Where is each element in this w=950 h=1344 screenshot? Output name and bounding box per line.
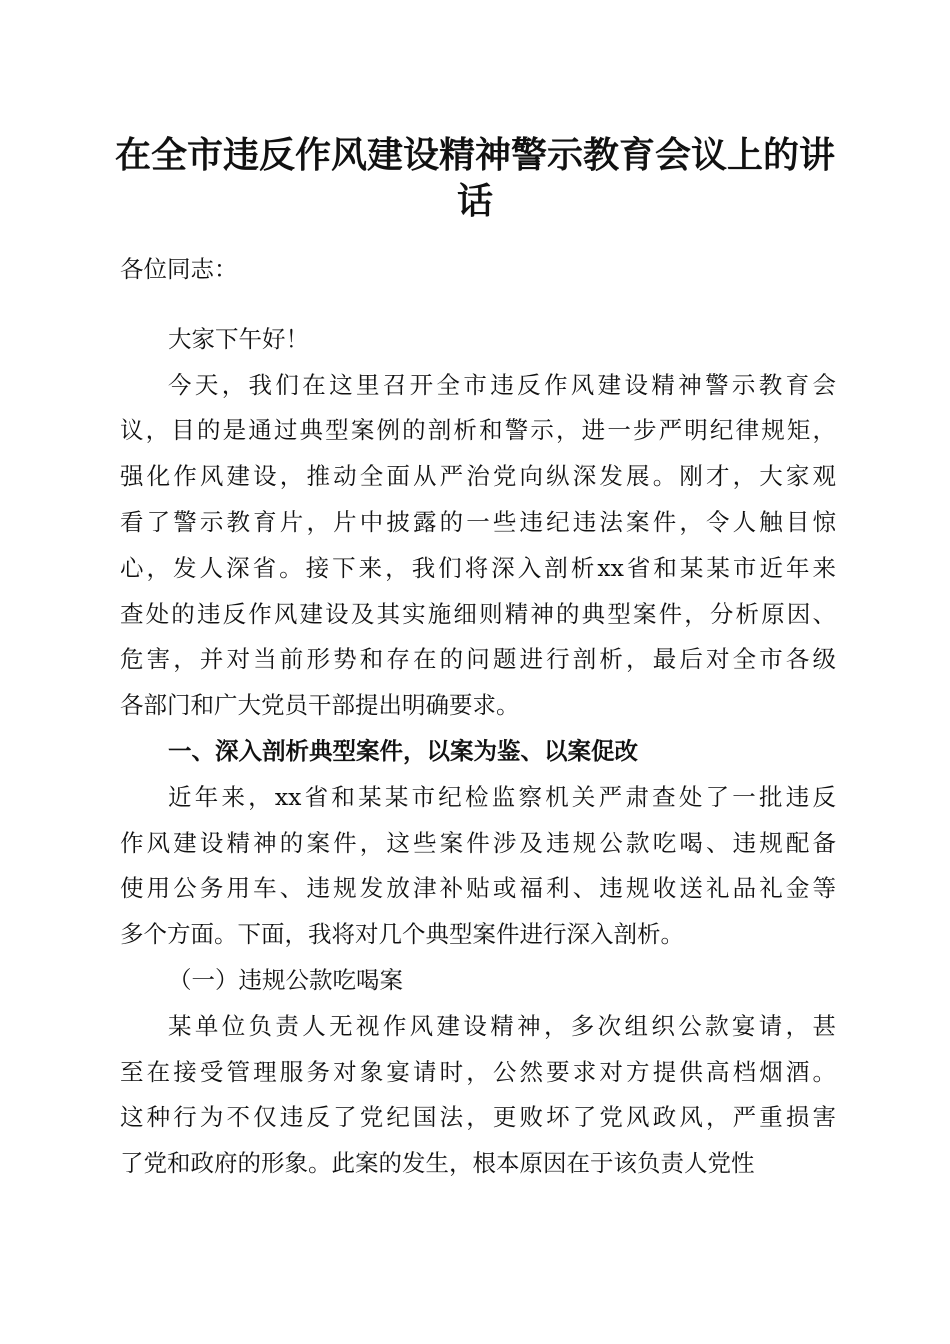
paragraph-line: 近年来，xx省和某某市纪检监察机关严肃查处了一批违反 [168,782,836,811]
paragraph-line: 议，目的是通过典型案例的剖析和警示，进一步严明纪律规矩， [120,416,836,445]
paragraph-line: 多个方面。下面，我将对几个典型案件进行深入剖析。 [120,920,684,949]
paragraph-line: 今天，我们在这里召开全市违反作风建设精神警示教育会 [168,370,836,399]
paragraph-line: 强化作风建设，推动全面从严治党向纵深发展。刚才，大家观 [120,462,836,491]
document-body [120,247,836,1187]
paragraph-line: 心，发人深省。接下来，我们将深入剖析xx省和某某市近年来 [120,553,836,582]
section-heading [120,729,836,775]
document-title [100,132,850,224]
paragraph-line: 了党和政府的形象。此案的发生，根本原因在于该负责人党性 [120,1149,755,1178]
paragraph-line: 至在接受管理服务对象宴请时，公然要求对方提供高档烟酒。 [120,1057,836,1086]
paragraph-line: 各部门和广大党员干部提出明确要求。 [120,691,520,720]
paragraph-line: 一、深入剖析典型案件，以案为鉴、以案促改 [168,736,638,765]
subsection-heading [120,958,836,1004]
paragraph-line: 某单位负责人无视作风建设精神，多次组织公款宴请，甚 [168,1011,836,1040]
paragraph-line: 这种行为不仅违反了党纪国法，更败坏了党风政风，严重损害 [120,1103,836,1132]
paragraph-line: 危害，并对当前形势和存在的问题进行剖析，最后对全市各级 [120,645,836,674]
paragraph-line: 看了警示教育片，片中披露的一些违纪违法案件，令人触目惊 [120,507,836,536]
paragraph-line: 使用公务用车、违规发放津补贴或福利、违规收送礼品礼金等 [120,874,836,903]
title-line-2: 话 [456,180,493,222]
paragraph [120,1004,836,1187]
paragraph-line: （一）违规公款吃喝案 [168,965,403,994]
salutation: 各位同志： [120,255,238,283]
paragraph-line: 作风建设精神的案件，这些案件涉及违规公款吃喝、违规配备 [120,828,836,857]
title-line-1: 在全市违反作风建设精神警示教育会议上的讲 [114,134,835,176]
greeting: 大家下午好！ [168,324,309,353]
paragraph [120,775,836,958]
paragraph-line: 查处的违反作风建设及其实施细则精神的典型案件，分析原因、 [120,599,836,628]
paragraph [120,363,836,729]
